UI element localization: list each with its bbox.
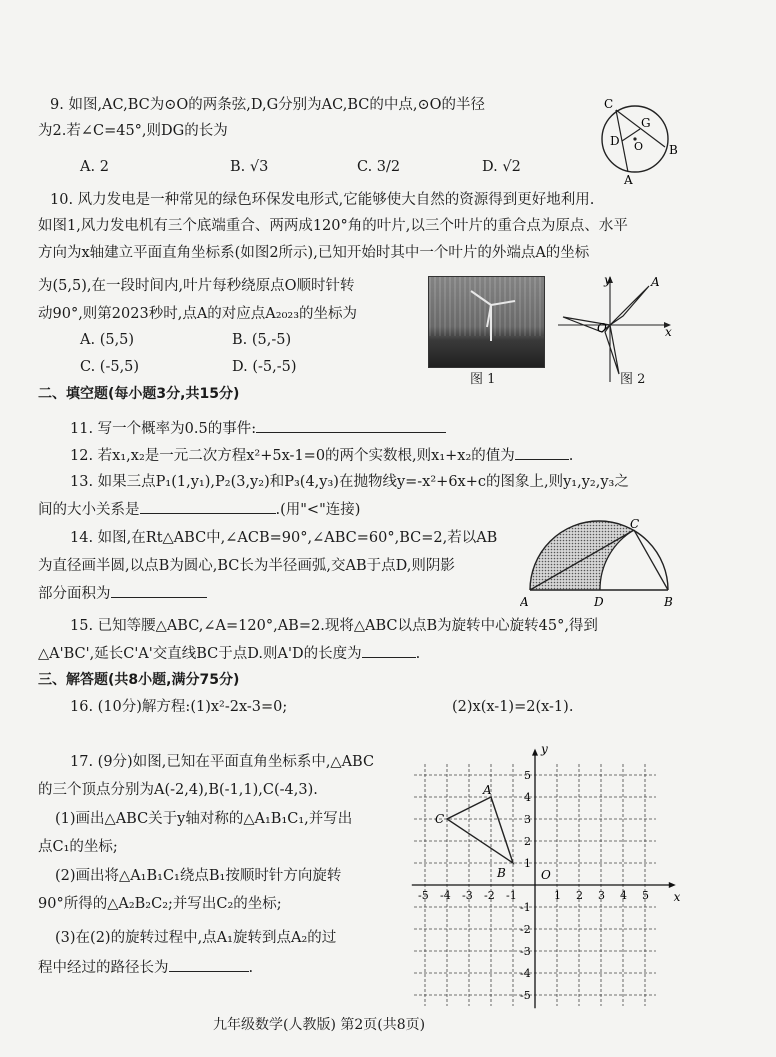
y-tick-label: -1: [520, 901, 531, 914]
q9-label-c: C: [604, 97, 614, 111]
x-tick-label: 4: [620, 889, 627, 902]
x-tick-label: 3: [598, 889, 605, 902]
q11-text: 11. 写一个概率为0.5的事件:: [70, 418, 446, 439]
x-tick-label: 5: [642, 889, 649, 902]
q10-line2: 如图1,风力发电机有三个底端重合、两两成120°角的叶片,以三个叶片的重合点为原点、水平: [38, 218, 628, 234]
y-tick-label: 5: [524, 769, 531, 782]
x-tick-label: 1: [554, 889, 561, 902]
q12-blank[interactable]: [515, 445, 569, 460]
wind-turbine-icon: [459, 283, 519, 343]
q13-line1: 13. 如果三点P₁(1,y₁),P₂(3,y₂)和P₃(4,y₃)在抛物线y=-x²+6x+c的图象上,则y₁,y₂,y₃之: [70, 474, 629, 490]
q17-axis-x: x: [673, 890, 680, 904]
q10-line3: 方向为x轴建立平面直角坐标系(如图2所示),已知开始时其中一个叶片的外端点A的坐标: [38, 245, 590, 261]
q9-option-a: A. 2: [80, 159, 109, 175]
q14-line3: 部分面积为: [38, 583, 207, 604]
q17-origin: O: [541, 868, 551, 882]
x-tick-label: 2: [576, 889, 583, 902]
q17-label-a: A: [483, 783, 492, 797]
x-tick-label: -1: [506, 889, 517, 902]
q9-label-a: A: [624, 173, 633, 187]
q9-label-o: O: [634, 140, 644, 153]
q15-line1: 15. 已知等腰△ABC,∠A=120°,AB=2.现将△ABC以点B为旋转中心旋转45°,得到: [70, 618, 598, 634]
q12-text: 12. 若x₁,x₂是一元二次方程x²+5x-1=0的两个实数根,则x₁+x₂的值为 .: [70, 445, 573, 466]
q10-option-a: A. (5,5): [80, 332, 135, 348]
q14-blank[interactable]: [111, 583, 207, 598]
q9-label-d: D: [610, 134, 620, 148]
q10-line1: 10. 风力发电是一种常见的绿色环保发电形式,它能够使大自然的资源得到更好地利用.: [50, 192, 595, 208]
y-tick-label: -4: [520, 967, 531, 980]
q17-line5: (2)画出将△A₁B₁C₁绕点B₁按顺时针方向旋转: [55, 868, 342, 884]
q14-semicircle-figure: [520, 518, 680, 610]
q17-line2: 的三个顶点分别为A(-2,4),B(-1,1),C(-4,3).: [38, 782, 318, 798]
q14-label-a: A: [520, 595, 529, 609]
q15-blank[interactable]: [362, 643, 416, 658]
page-footer: 九年级数学(人教版) 第2页(共8页): [213, 1017, 426, 1033]
q17-blank[interactable]: [169, 957, 249, 972]
q17-label-c: C: [435, 812, 445, 826]
q17-line1: 17. (9分)如图,已知在平面直角坐标系中,△ABC: [70, 754, 375, 770]
q14-shaded-region: [530, 520, 634, 590]
q14-label-c: C: [630, 518, 640, 531]
q16-part1: 16. (10分)解方程:(1)x²-2x-3=0;: [70, 699, 288, 715]
q17-label-b: B: [497, 866, 506, 880]
y-tick-label: 3: [524, 813, 531, 826]
x-tick-label: -5: [418, 889, 429, 902]
q16-part2: (2)x(x-1)=2(x-1).: [452, 699, 574, 715]
fig2-axis-y: y: [604, 273, 611, 287]
x-tick-label: -2: [484, 889, 495, 902]
q17-line4: 点C₁的坐标;: [38, 839, 118, 855]
q14-line2: 为直径画半圆,以点B为圆心,BC长为半径画弧,交AB于点D,则阴影: [38, 558, 455, 574]
fig2-label-a: A: [651, 275, 660, 289]
q13-line2: 间的大小关系是 .(用"<"连接): [38, 499, 360, 520]
x-axis-arrow: [669, 882, 676, 888]
q10-option-d: D. (-5,-5): [232, 359, 297, 375]
x-tick-label: -3: [462, 889, 473, 902]
section3-title: 三、解答题(共8小题,满分75分): [38, 672, 240, 688]
q10-line4: 为(5,5),在一段时间内,叶片每秒绕原点O顺时针转: [38, 278, 355, 294]
q14-label-b: B: [664, 595, 673, 609]
q9-label-b: B: [669, 143, 678, 157]
wind-turbine-photo: [428, 276, 545, 368]
y-axis-arrow: [532, 749, 538, 756]
y-tick-label: 1: [524, 857, 531, 870]
q10-line5: 动90°,则第2023秒时,点A的对应点A₂₀₂₃的坐标为: [38, 306, 358, 322]
q9-line2: 为2.若∠C=45°,则DG的长为: [38, 123, 228, 139]
q17-axis-y: y: [541, 745, 548, 756]
fig1-label: 图 1: [470, 372, 496, 387]
q9-option-d: D. √2: [482, 159, 521, 175]
y-tick-label: -3: [520, 945, 531, 958]
q17-line8: 程中经过的路径长为 .: [38, 957, 253, 978]
q9-circle-figure: [590, 92, 690, 187]
q14-label-d: D: [594, 595, 604, 609]
section2-title: 二、填空题(每小题3分,共15分): [38, 386, 240, 402]
q15-line2: △A'BC',延长C'A'交直线BC于点D.则A'D的长度为 .: [38, 643, 420, 664]
fig2-label: 图 2: [620, 372, 646, 387]
q14-line1: 14. 如图,在Rt△ABC中,∠ACB=90°,∠ABC=60°,BC=2,若以AB: [70, 530, 498, 546]
q10-fig2: [553, 270, 678, 385]
x-tick-label: -4: [440, 889, 451, 902]
q10-option-b: B. (5,-5): [232, 332, 292, 348]
q9-line1: 9. 如图,AC,BC为⊙O的两条弦,D,G分别为AC,BC的中点,⊙O的半径: [50, 97, 485, 113]
y-tick-label: 4: [524, 791, 531, 804]
y-tick-label: -5: [520, 989, 531, 1002]
q13-blank[interactable]: [140, 499, 276, 514]
q17-coordinate-grid: [405, 745, 680, 1020]
q9-option-c: C. 3/2: [357, 159, 401, 175]
q10-option-c: C. (-5,5): [80, 359, 140, 375]
q17-triangle-abc: [447, 797, 513, 863]
fig2-axis-x: x: [665, 325, 672, 339]
q17-line7: (3)在(2)的旋转过程中,点A₁旋转到点A₂的过: [55, 930, 337, 946]
q9-label-g: G: [641, 116, 651, 130]
q11-blank[interactable]: [256, 418, 446, 433]
y-tick-label: -2: [520, 923, 531, 936]
y-tick-label: 2: [524, 835, 531, 848]
q9-option-b: B. √3: [230, 159, 269, 175]
q17-line6: 90°所得的△A₂B₂C₂;并写出C₂的坐标;: [38, 896, 282, 912]
fig2-origin: O: [597, 321, 607, 335]
q17-line3: (1)画出△ABC关于y轴对称的△A₁B₁C₁,并写出: [55, 811, 353, 827]
